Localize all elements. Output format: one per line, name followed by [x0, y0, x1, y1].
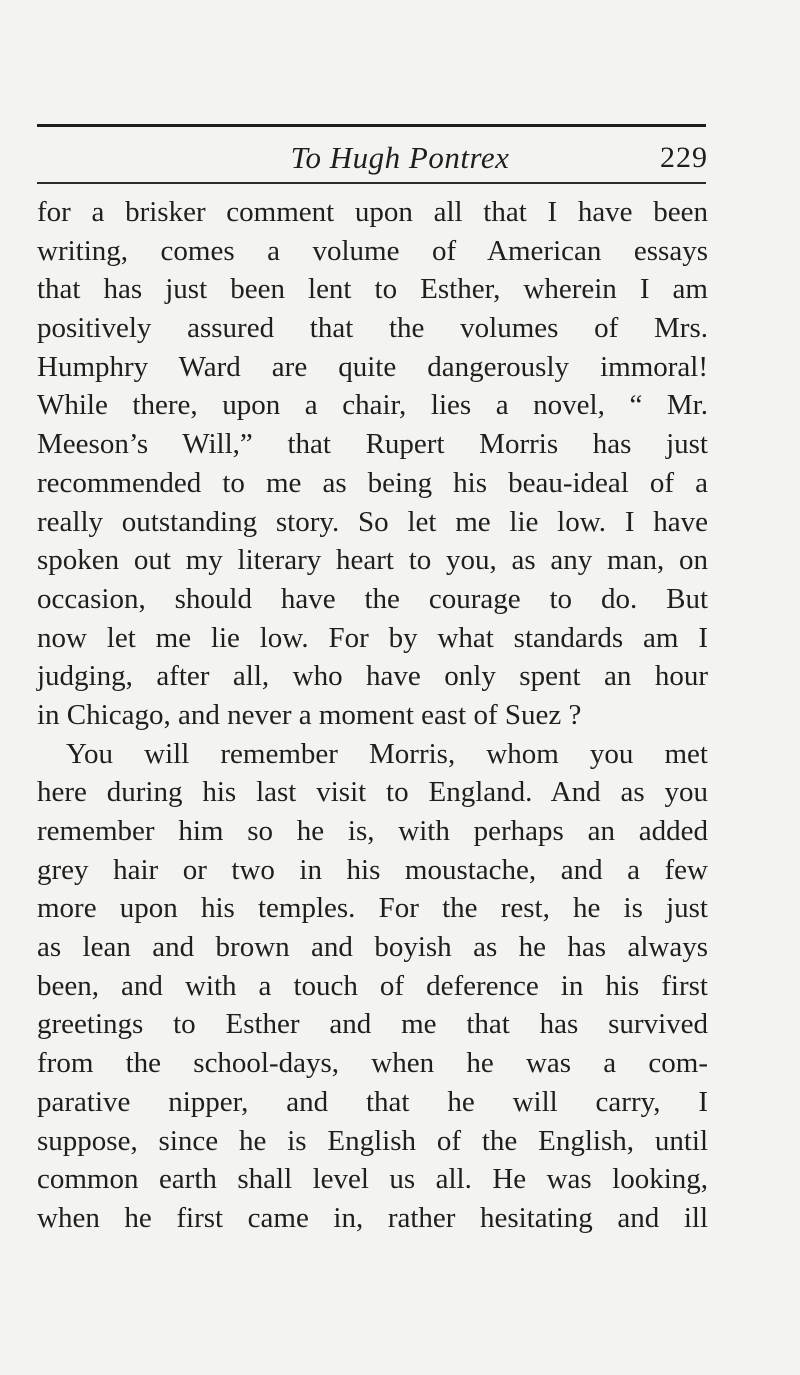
text-line: that has just been lent to Esther, wherein I am [37, 273, 708, 306]
text-line: been, and with a touch of deference in his first [37, 969, 708, 1002]
running-head: To Hugh Pontrex [290, 140, 510, 175]
text-line: Humphry Ward are quite dangerously immoral! [37, 350, 708, 383]
text-line: now let me lie low. For by what standards am I [37, 621, 708, 654]
header-top-rule [37, 124, 706, 127]
text-line: Meeson’s Will,” that Rupert Morris has just [37, 428, 708, 461]
text-line: for a brisker comment upon all that I have been [37, 196, 708, 228]
header-bottom-rule [37, 182, 706, 184]
text-line: common earth shall level us all. He was looking, [37, 1163, 708, 1196]
text-line: suppose, since he is English of the English, until [37, 1124, 708, 1157]
text-line: spoken out my literary heart to you, as any man, on [37, 544, 708, 577]
page-number: 229 [660, 141, 708, 174]
page-header [0, 140, 800, 182]
text-line: parative nipper, and that he will carry, I [37, 1085, 708, 1118]
text-line: from the school-days, when he was a com- [37, 1047, 708, 1080]
text-line: greetings to Esther and me that has survived [37, 1008, 708, 1041]
text-line: here during his last visit to England. And as you [37, 776, 708, 809]
text-line: more upon his temples. For the rest, he is just [37, 892, 708, 925]
text-line: judging, after all, who have only spent an hour [37, 660, 708, 693]
text-line: when he first came in, rather hesitating and ill [37, 1201, 708, 1234]
text-line: occasion, should have the courage to do. But [37, 582, 708, 615]
text-line: in Chicago, and never a moment east of Suez ? [37, 698, 582, 731]
text-line: positively assured that the volumes of Mrs. [37, 312, 708, 345]
text-line: writing, comes a volume of American essays [37, 234, 708, 267]
text-line: grey hair or two in his moustache, and a few [37, 853, 708, 886]
text-line: While there, upon a chair, lies a novel, “ Mr. [37, 389, 708, 422]
body-text [37, 193, 708, 1238]
text-line: as lean and brown and boyish as he has always [37, 931, 708, 964]
text-line: remember him so he is, with perhaps an added [37, 815, 708, 847]
text-line: recommended to me as being his beau-ideal of a [37, 466, 708, 499]
text-line: really outstanding story. So let me lie low. I have [37, 505, 708, 538]
text-line-paragraph-start: You will remember Morris, whom you met [66, 737, 708, 770]
